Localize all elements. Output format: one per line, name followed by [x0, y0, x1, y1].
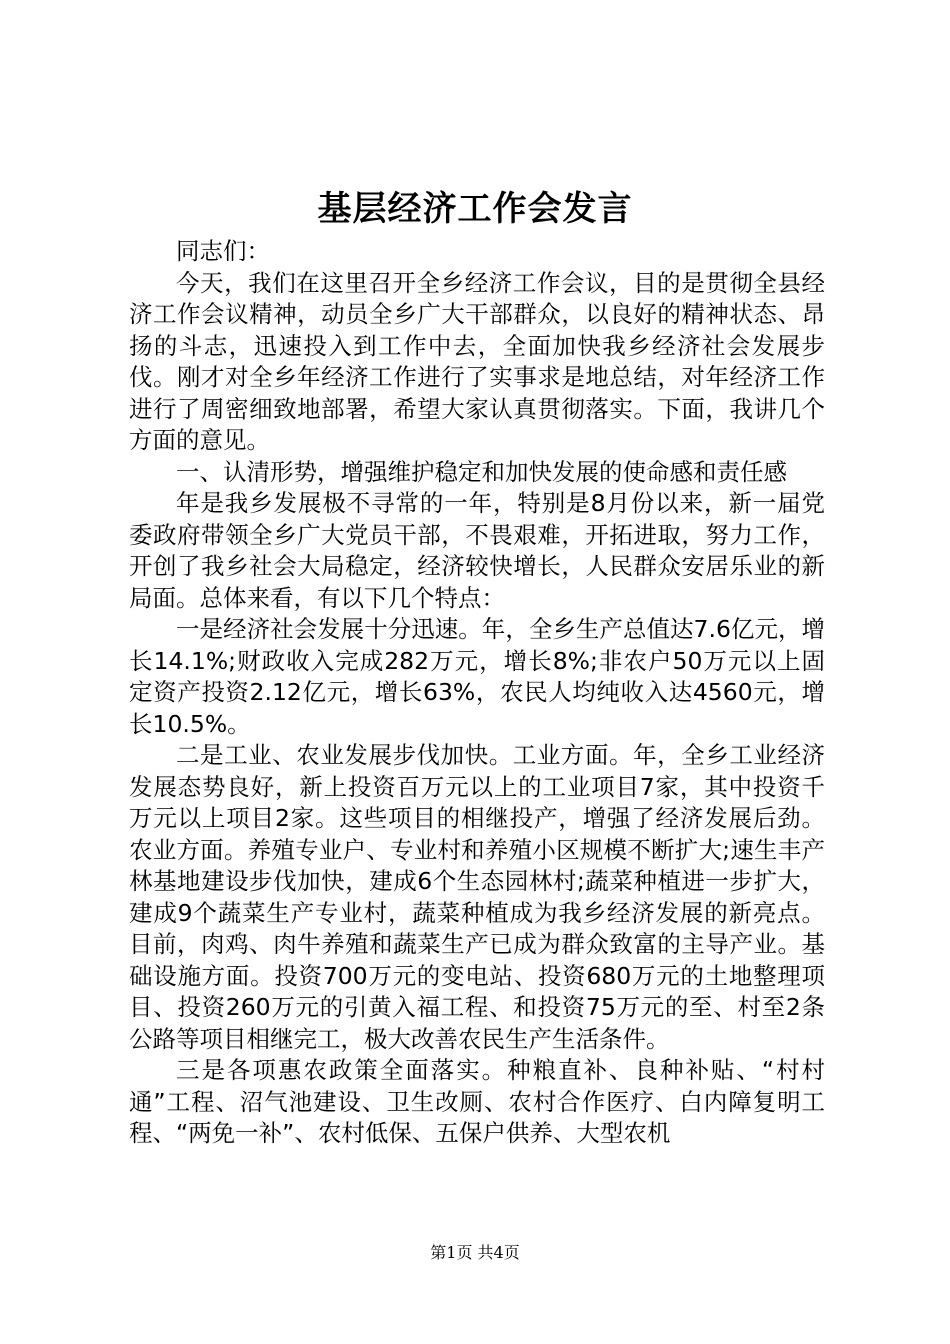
body-paragraph: 二是工业、农业发展步伐加快。工业方面。年，全乡工业经济发展态势良好，新上投资百万元以上的工业项目7家，其中投资千万元以上项目2家。这些项目的相继投产，增强了经济发展后劲。农业方面。养殖专业户、专业村和养殖小区规模不断扩大;速生丰产林基地建设步伐加快，建成6个生态园林村;蔬菜种植进一步扩大，建成9个蔬菜生产专业村，蔬菜种植成为我乡经济发展的新亮点。目前，肉鸡、肉牛养殖和蔬菜生产已成为群众致富的主导产业。基础设施方面。投资700万元的变电站、投资680万元的土地整理项目、投资260万元的引黄入福工程、和投资75万元的至、村至2条公路等项目相继完工，极大改善农民生产生活条件。 [129, 741, 825, 1053]
salutation-paragraph: 同志们： [176, 237, 270, 265]
document-body [129, 236, 825, 1150]
page-number-footer: 第1页 共4页 [430, 1243, 520, 1262]
section-heading: 一、认清形势，增强维护稳定和加快发展的使命感和责任感 [176, 457, 787, 486]
body-paragraph: 三是各项惠农政策全面落实。种粮直补、良种补贴、“村村通”工程、沼气池建设、卫生改厕、农村合作医疗、白内障复明工程、“两免一补”、农村低保、五保户供养、大型农机 [129, 1056, 825, 1147]
intro-paragraph: 今天，我们在这里召开全乡经济工作会议，目的是贯彻全县经济工作会议精神，动员全乡广大干部群众，以良好的精神状态、昂扬的斗志，迅速投入到工作中去，全面加快我乡经济社会发展步伐。刚才对全乡年经济工作进行了实事求是地总结，对年经济工作进行了周密细致地部署，希望大家认真贯彻落实。下面，我讲几个方面的意见。 [129, 268, 825, 454]
document-title: 基层经济工作会发言 [317, 189, 633, 229]
body-paragraph: 一是经济社会发展十分迅速。年，全乡生产总值达7.6亿元，增长14.1%;财政收入完成282万元，增长8%;非农户50万元以上固定资产投资2.12亿元，增长63%，农民人均纯收入达4560元，增长10.5%。 [129, 615, 825, 738]
body-paragraph: 年是我乡发展极不寻常的一年，特别是8月份以来，新一届党委政府带领全乡广大党员干部，不畏艰难，开拓进取，努力工作，开创了我乡社会大局稳定，经济较快增长，人民群众安居乐业的新局面。总体来看，有以下几个特点： [129, 489, 825, 612]
